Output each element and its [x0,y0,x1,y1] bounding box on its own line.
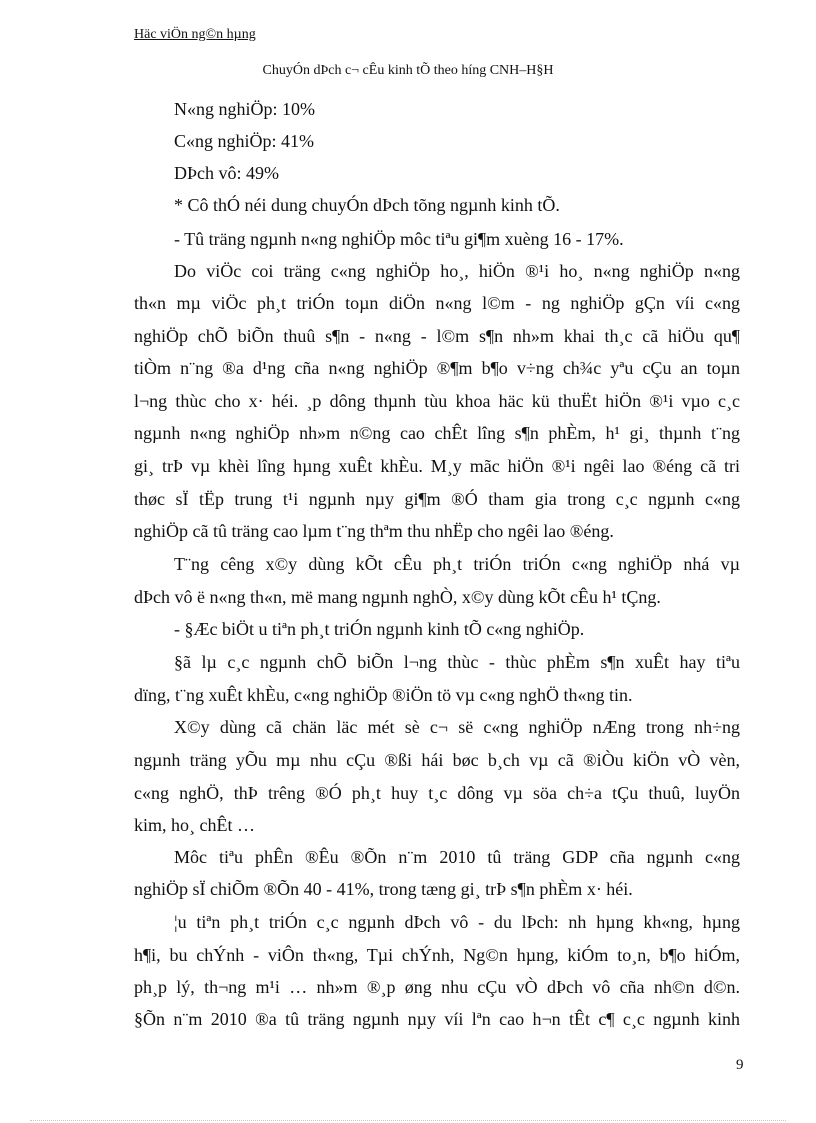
body-line: X©y dùng cã chän läc mét sè c¬ së c«ng nghiÖp nÆng trong nh÷ng [174,717,740,737]
body-line: T¨ng cêng x©y dùng kÕt cÊu ph¸t triÓn triÓn c«ng nghiÖp nhá vµ [174,554,740,574]
body-line: - Tû träng ngµnh n«ng nghiÖp môc tiªu gi¶m xuèng 16 - 17%. [174,229,624,249]
header-topic: ChuyÓn dÞch c¬ cÊu kinh tÕ theo híng CNH–H§H [262,63,554,78]
footer-divider [30,1120,786,1121]
body-line: l¬ng thùc cho x· héi. ¸p dông thµnh tùu khoa häc kü thuËt hiÖn ®¹i vµo c¸c [134,391,740,411]
body-line: ¦u tiªn ph¸t triÓn c¸c ngµnh dÞch vô - du lÞch: nh hµng kh«ng, hµng [174,912,740,932]
body-line: ph¸p lý, th¬ng m¹i … nh»m ®¸p øng nhu cÇu vÒ dÞch vô cña nh©n d©n. [134,977,740,997]
body-line: §Õn n¨m 2010 ®a tû träng ngµnh nµy víi lªn cao h¬n tÊt c¶ c¸c ngµnh kinh [134,1009,740,1029]
body-line: kim, ho¸ chÊt … [134,815,255,835]
body-line: thøc sÏ tËp trung t¹i ngµnh nµy gi¶m ®Ó tham gia trong c¸c ngµnh c«ng [134,489,740,509]
body-line: th«n mµ viÖc ph¸t triÓn toµn diÖn n«ng l©m - ng nghiÖp gÇn víi c«ng [134,293,740,313]
body-line: Do viÖc coi träng c«ng nghiÖp ho¸, hiÖn ®¹i ho¸ n«ng nghiÖp n«ng [174,261,740,281]
body-line: Môc tiªu phÊn ®Êu ®Õn n¨m 2010 tû träng GDP cña ngµnh c«ng [174,847,740,867]
body-line: h¶i, bu chÝnh - viÔn th«ng, Tµi chÝnh, Ng©n hµng, kiÓm to¸n, b¶o hiÓm, [134,945,740,965]
body-line: ngµnh n«ng nghiÖp nh»m n©ng cao chÊt lîng s¶n phÈm, h¹ gi¸ thµnh t¨ng [134,423,740,443]
body-line: ngµnh träng yÕu mµ nhu cÇu ®ßi hái bøc b¸ch vµ cã ®iÒu kiÖn vÒ vèn, [134,750,740,770]
body-line: gi¸ trÞ vµ khèi lîng hµng xuÊt khÈu. M¸y mãc hiÖn ®¹i ngêi lao ®éng cã tri [134,456,740,476]
body-line: * Cô thÓ néi dung chuyÓn dÞch tõng ngµnh kinh tÕ. [174,195,560,215]
page-number: 9 [736,1057,744,1073]
body-line: - §Æc biÖt u tiªn ph¸t triÓn ngµnh kinh tÕ c«ng nghiÖp. [174,619,585,639]
body-line: nghiÖp sÏ chiÕm ®Õn 40 - 41%, trong tæng gi¸ trÞ s¶n phÈm x· héi. [134,879,633,899]
body-line: dÞch vô ë n«ng th«n, më mang ngµnh nghÒ, x©y dùng kÕt cÊu h¹ tÇng. [134,587,661,607]
body-line: §ã lµ c¸c ngµnh chÕ biÕn l¬ng thùc - thùc phÈm s¶n xuÊt hay tiªu [174,652,740,672]
body-line: N«ng nghiÖp: 10% [174,99,315,119]
body-line: nghiÖp cã tû träng cao lµm t¨ng thªm thu nhËp cho ngêi lao ®éng. [134,521,614,541]
body-line: dïng, t¨ng xuÊt khÈu, c«ng nghiÖp ®iÖn tö vµ c«ng nghÖ th«ng tin. [134,685,633,705]
body-line: nghiÖp chÕ biÕn thuû s¶n - n«ng - l©m s¶n nh»m khai th¸c cã hiÖu qu¶ [134,326,740,346]
body-line: DÞch vô: 49% [174,163,279,183]
body-line: tiÒm n¨ng ®a d¹ng cña n«ng nghiÖp ®¶m b¶o v÷ng ch¾c yªu cÇu an toµn [134,358,740,378]
header-institution: Häc viÖn ng©n hµng [134,27,256,42]
body-line: c«ng nghÖ, thÞ trêng ®Ó ph¸t huy t¸c dông vµ söa ch÷a tÇu thuû, luyÖn [134,783,740,803]
body-line: C«ng nghiÖp: 41% [174,131,315,151]
